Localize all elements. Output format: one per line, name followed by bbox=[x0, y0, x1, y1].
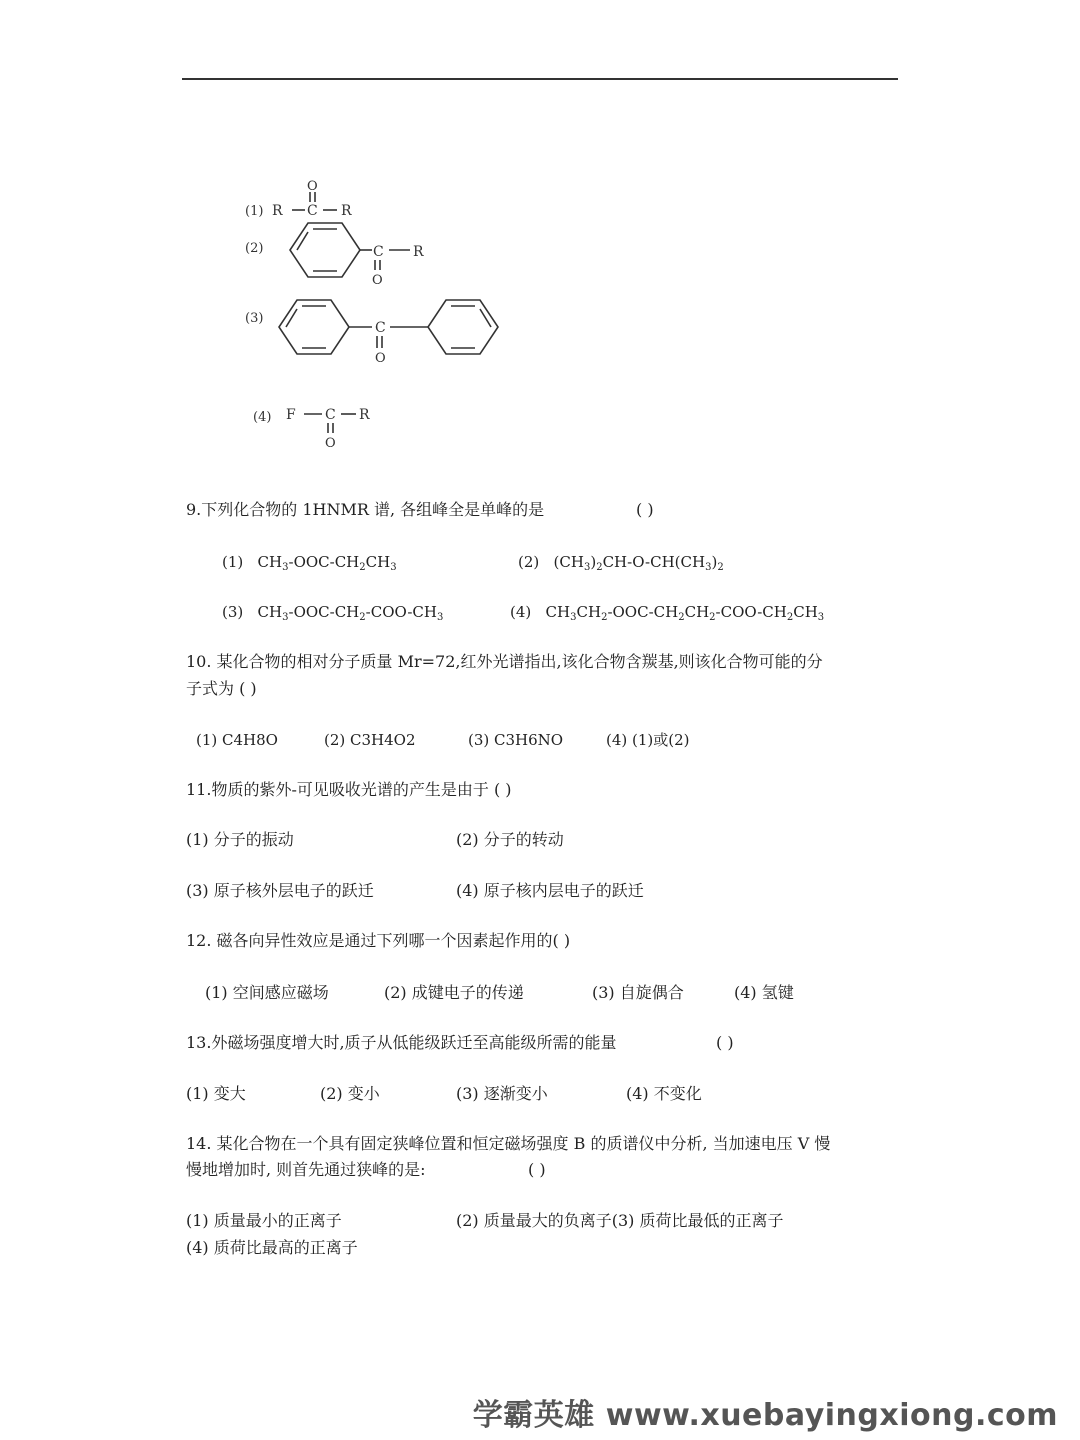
structure-1-carbon: C bbox=[307, 203, 318, 219]
q12-option-4: (4) 氢键 bbox=[734, 983, 794, 1002]
q9-option-3-num: (3) bbox=[222, 603, 244, 621]
q10-option-1: (1) C4H8O bbox=[196, 731, 278, 749]
q13-stem: 13.外磁场强度增大时,质子从低能级跃迁至高能级所需的能量 bbox=[186, 1033, 617, 1052]
q14-option-2-3: (2) 质量最大的负离子(3) 质荷比最低的正离子 bbox=[456, 1211, 784, 1230]
structure-1-right-group: R bbox=[341, 203, 352, 219]
structure-1 bbox=[245, 179, 352, 219]
structure-2-number: (2) bbox=[245, 241, 264, 256]
structure-2 bbox=[245, 223, 424, 288]
q14-option-4: (4) 质荷比最高的正离子 bbox=[186, 1238, 358, 1257]
q12-option-2: (2) 成键电子的传递 bbox=[384, 983, 524, 1002]
structure-3-carbon: C bbox=[375, 320, 386, 336]
q10-option-2: (2) C3H4O2 bbox=[324, 731, 416, 749]
structure-1-left-group: R bbox=[272, 203, 283, 219]
q13-option-1: (1) 变大 bbox=[186, 1084, 246, 1103]
structure-1-oxygen: O bbox=[307, 179, 318, 194]
q9-option-2-num: (2) bbox=[518, 553, 540, 571]
q12-option-3: (3) 自旋偶合 bbox=[592, 983, 684, 1002]
q10-option-4: (4) (1)或(2) bbox=[606, 731, 690, 749]
structure-2-right-group: R bbox=[413, 244, 424, 260]
q10-line-1: 10. 某化合物的相对分子质量 Mr=72,红外光谱指出,该化合物含羰基,则该化合物可能的分 bbox=[186, 652, 823, 671]
q11-option-2: (2) 分子的转动 bbox=[456, 830, 564, 849]
q11-option-1: (1) 分子的振动 bbox=[186, 830, 294, 849]
structure-4-right-group: R bbox=[359, 407, 370, 423]
q9-option-1-num: (1) bbox=[222, 553, 244, 571]
q11-option-4: (4) 原子核内层电子的跃迁 bbox=[456, 881, 644, 900]
structure-4 bbox=[253, 407, 370, 451]
q9-option-4-num: (4) bbox=[510, 603, 532, 621]
structure-4-left-group: F bbox=[286, 407, 296, 423]
structure-3-oxygen: O bbox=[375, 351, 386, 366]
q9-option-4: (4) $CH_3CH_2-OOC-CH_2CH_2-COO-CH_2CH_3$ bbox=[510, 603, 825, 623]
q9-option-1: (1) $CH_3-OOC-CH_2CH_3$ bbox=[222, 553, 397, 573]
structure-1-number: (1) bbox=[245, 204, 264, 219]
q14-line-1: 14. 某化合物在一个具有固定狭峰位置和恒定磁场强度 B 的质谱仪中分析, 当加速电压 V 慢 bbox=[186, 1134, 831, 1153]
q13-option-3: (3) 逐渐变小 bbox=[456, 1084, 548, 1103]
structure-3 bbox=[245, 300, 498, 366]
structure-2-oxygen: O bbox=[372, 273, 383, 288]
structure-4-carbon: C bbox=[325, 407, 336, 423]
q14-line-2: 慢地增加时, 则首先通过狭峰的是: bbox=[186, 1160, 426, 1179]
q9-option-3: (3) $CH_3-OOC-CH_2-COO-CH_3$ bbox=[222, 603, 444, 623]
structure-4-oxygen: O bbox=[325, 436, 336, 451]
q13-option-2: (2) 变小 bbox=[320, 1084, 380, 1103]
q13-option-4: (4) 不变化 bbox=[626, 1084, 702, 1103]
structure-2-carbon: C bbox=[373, 244, 384, 260]
q14-option-1: (1) 质量最小的正离子 bbox=[186, 1211, 342, 1230]
q10-option-3: (3) C3H6NO bbox=[468, 731, 564, 749]
site-watermark: 学霸英雄 www.xuebayingxiong.com bbox=[472, 1398, 1058, 1433]
q11-option-3: (3) 原子核外层电子的跃迁 bbox=[186, 881, 374, 900]
q14-answer-paren: ( ) bbox=[528, 1160, 546, 1179]
q9-stem: 9.下列化合物的 1HNMR 谱, 各组峰全是单峰的是 bbox=[186, 500, 545, 519]
q12-option-1: (1) 空间感应磁场 bbox=[205, 983, 329, 1002]
q12-stem: 12. 磁各向异性效应是通过下列哪一个因素起作用的( ) bbox=[186, 931, 571, 950]
q10-line-2: 子式为 ( ) bbox=[186, 679, 257, 698]
q9-answer-paren: ( ) bbox=[636, 500, 654, 519]
carbonyl-structures-figure bbox=[0, 0, 1080, 470]
q11-stem: 11.物质的紫外-可见吸收光谱的产生是由于 ( ) bbox=[186, 780, 512, 799]
structure-3-number: (3) bbox=[245, 311, 264, 326]
structure-4-number: (4) bbox=[253, 410, 272, 425]
q13-answer-paren: ( ) bbox=[716, 1033, 734, 1052]
q9-option-2: (2) $(CH_3)_2CH-O-CH(CH_3)_2$ bbox=[518, 553, 724, 573]
